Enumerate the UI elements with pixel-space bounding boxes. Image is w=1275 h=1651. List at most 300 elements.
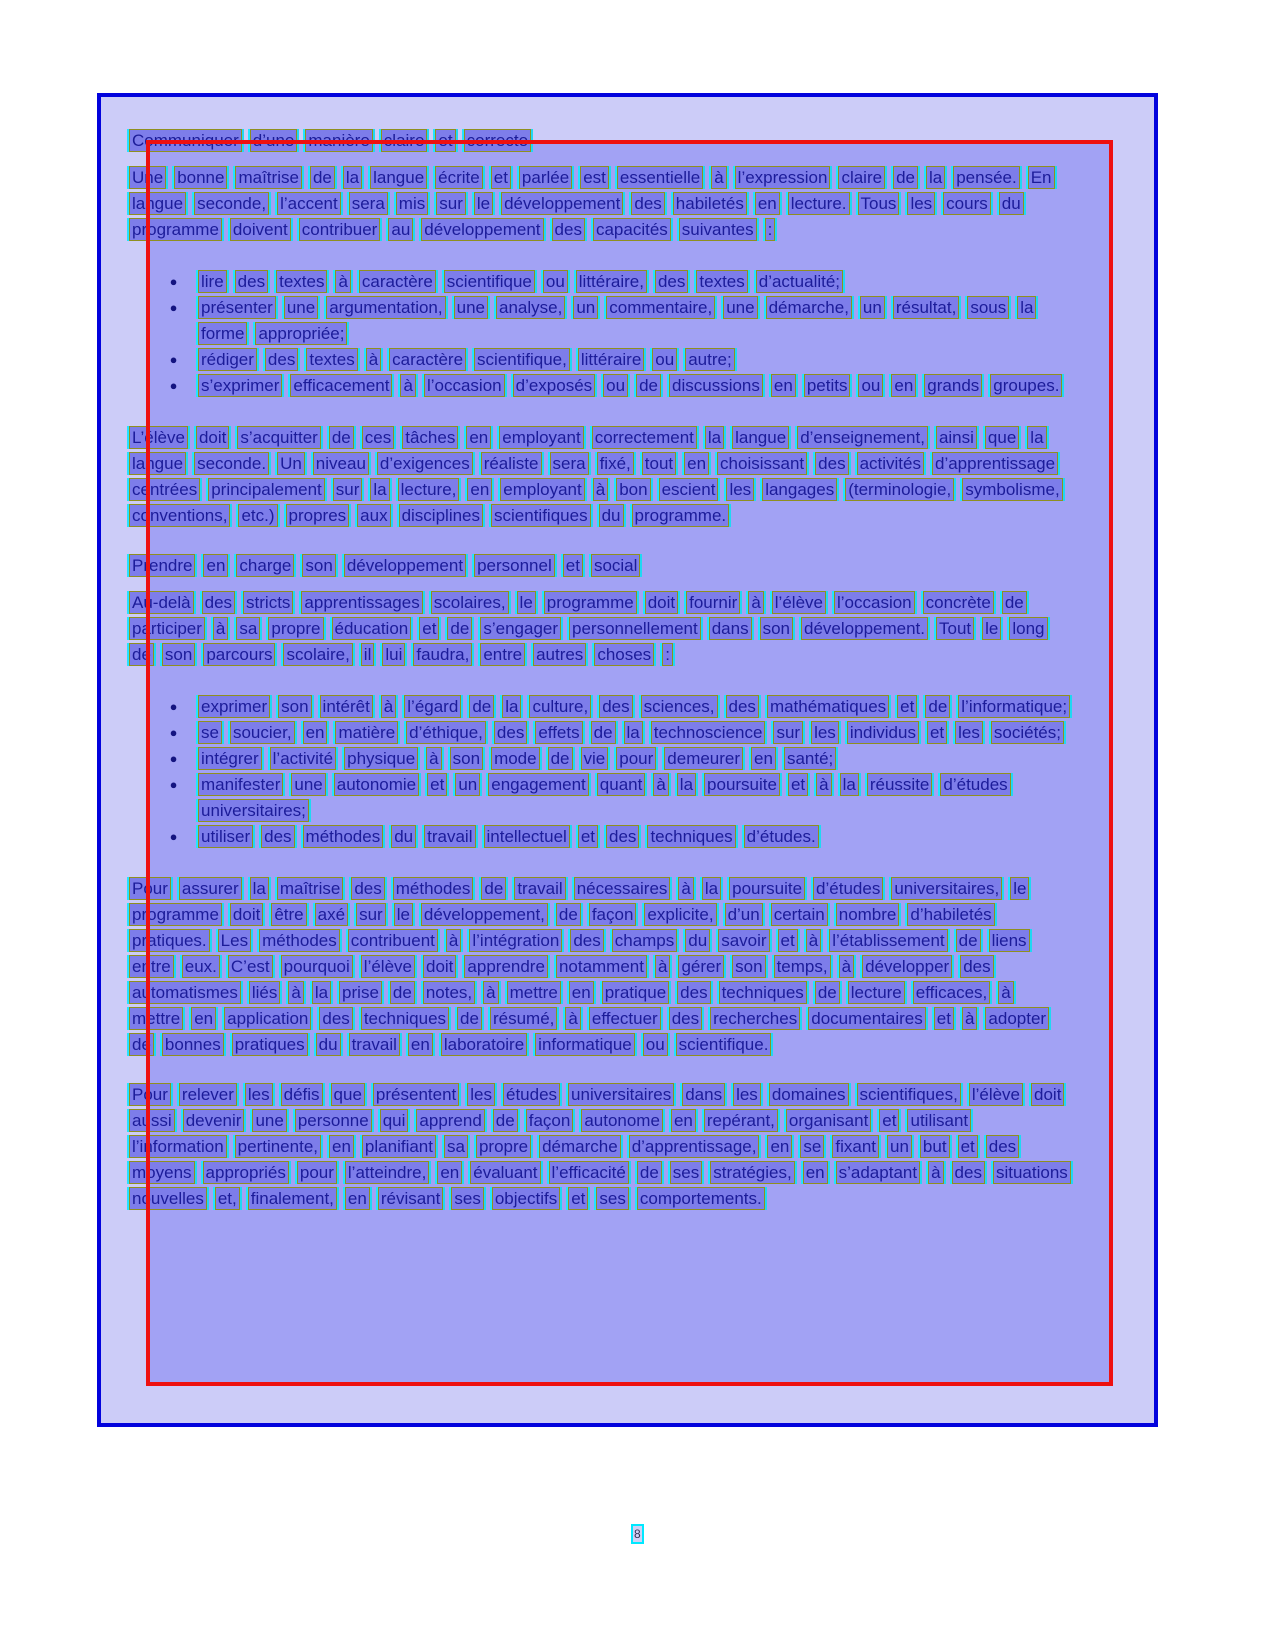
word-box: la — [840, 773, 859, 796]
word-box: écrite — [435, 166, 483, 189]
word-box: engagement — [488, 773, 589, 796]
word-box: nombre — [836, 903, 900, 926]
word-box: niveau — [313, 452, 369, 475]
document-content — [127, 128, 1079, 1236]
word-box: un — [887, 1135, 912, 1158]
bullet-list — [127, 694, 1079, 850]
word-box: sa — [444, 1135, 468, 1158]
list-item-text — [196, 720, 1079, 746]
word-box: programme — [544, 591, 637, 614]
word-box: des — [669, 1007, 702, 1030]
word-box: pour — [297, 1161, 337, 1184]
word-box: fournir — [686, 591, 740, 614]
word-box: à — [655, 955, 670, 978]
word-box: à — [400, 374, 415, 397]
word-box: développement — [501, 192, 623, 215]
word-box: les — [245, 1083, 273, 1106]
word-box: et — [927, 721, 947, 744]
word-box: des — [552, 218, 585, 241]
word-box: des — [351, 877, 384, 900]
word-box: autres — [533, 643, 586, 666]
word-box: langages — [762, 478, 837, 501]
word-box: du — [316, 1033, 341, 1056]
word-box: discussions — [669, 374, 763, 397]
word-box: des — [655, 270, 688, 293]
word-box: développement — [421, 218, 543, 241]
word-box: réussite — [867, 773, 933, 796]
word-box: application — [224, 1007, 311, 1030]
word-box: poursuite — [704, 773, 780, 796]
word-box: conventions, — [129, 504, 230, 527]
word-box: doit — [230, 903, 263, 926]
word-box: Prendre — [129, 554, 195, 577]
word-box: employant — [500, 478, 584, 501]
bullet-icon: ● — [169, 725, 178, 740]
word-box: en — [771, 374, 796, 397]
word-box: appropriée; — [255, 322, 347, 345]
paragraph — [127, 165, 1079, 243]
word-box: parlée — [519, 166, 572, 189]
bullet-icon: ● — [169, 352, 178, 367]
word-box: textes — [276, 270, 327, 293]
word-box: essentielle — [617, 166, 703, 189]
word-box: nouvelles — [129, 1187, 207, 1210]
word-box: de — [481, 877, 506, 900]
word-box: seconde. — [194, 452, 269, 475]
word-box: intérêt — [320, 695, 373, 718]
word-box: centrées — [129, 478, 200, 501]
word-box: dans — [709, 617, 752, 640]
list-item — [127, 746, 1079, 772]
word-box: notes, — [423, 981, 475, 1004]
word-box: disciplines — [399, 504, 483, 527]
word-box: l’atteindre, — [345, 1161, 429, 1184]
word-box: méthodes — [393, 877, 474, 900]
word-box: ses — [670, 1161, 702, 1184]
word-box: concrète — [923, 591, 994, 614]
word-box: ou — [643, 1033, 668, 1056]
word-box: ou — [652, 348, 677, 371]
word-box: de — [310, 166, 335, 189]
word-box: que — [331, 1083, 365, 1106]
word-box: scientifique — [444, 270, 535, 293]
word-box: et — [419, 617, 439, 640]
word-box: l’informatique; — [958, 695, 1070, 718]
word-box: doit — [1031, 1083, 1064, 1106]
word-box: se — [198, 721, 222, 744]
word-box: sur — [436, 192, 466, 215]
word-box: de — [457, 1007, 482, 1030]
word-box: individus — [847, 721, 919, 744]
word-box: travail — [424, 825, 475, 848]
word-box: son — [302, 554, 335, 577]
word-box: doit — [645, 591, 678, 614]
word-box: en — [671, 1109, 696, 1132]
word-box: s’adaptant — [836, 1161, 920, 1184]
word-box: maîtrise — [235, 166, 301, 189]
word-box: développement — [344, 554, 466, 577]
word-box: laboratoire — [441, 1033, 527, 1056]
word-box: sur — [333, 478, 363, 501]
word-box: être — [271, 903, 306, 926]
word-box: méthodes — [259, 929, 340, 952]
word-box: comportements. — [637, 1187, 765, 1210]
word-box: développement. — [801, 617, 928, 640]
word-box: l’élève — [772, 591, 826, 614]
word-box: en — [569, 981, 594, 1004]
word-box: à — [366, 348, 381, 371]
word-box: : — [765, 218, 776, 241]
word-box: à — [711, 166, 726, 189]
word-box: et — [897, 695, 917, 718]
word-box: de — [129, 643, 154, 666]
word-box: soucier, — [230, 721, 295, 744]
word-box: de — [548, 747, 573, 770]
word-box: effectuer — [589, 1007, 661, 1030]
word-box: employant — [499, 426, 583, 449]
word-box: des — [960, 955, 993, 978]
word-box: documentaires — [808, 1007, 926, 1030]
word-box: des — [952, 1161, 985, 1184]
word-box: de — [556, 903, 581, 926]
word-box: en — [767, 1135, 792, 1158]
word-box: parcours — [203, 643, 275, 666]
word-box: réaliste — [481, 452, 542, 475]
word-box: mettre — [129, 1007, 183, 1030]
word-box: objectifs — [492, 1187, 560, 1210]
bullet-icon: ● — [169, 751, 178, 766]
word-box: des — [494, 721, 527, 744]
word-box: des — [202, 591, 235, 614]
word-box: sciences, — [641, 695, 718, 718]
word-box: et — [568, 1187, 588, 1210]
list-item-text — [196, 269, 1079, 295]
word-box: à — [381, 695, 396, 718]
word-box: en — [891, 374, 916, 397]
word-box: l’activité — [270, 747, 336, 770]
word-box: l’information — [129, 1135, 227, 1158]
word-box: la — [370, 478, 389, 501]
word-box: finalement, — [248, 1187, 337, 1210]
word-box: une — [291, 773, 325, 796]
bullet-icon: ● — [169, 300, 178, 315]
word-box: entre — [129, 955, 174, 978]
word-box: de — [637, 1161, 662, 1184]
word-box: à — [839, 955, 854, 978]
word-box: universitaires — [568, 1083, 674, 1106]
word-box: présenter — [198, 296, 276, 319]
word-box: fixant — [832, 1135, 879, 1158]
word-box: sera — [550, 452, 589, 475]
word-box: ou — [858, 374, 883, 397]
word-box: certain — [771, 903, 828, 926]
word-box: développer — [862, 955, 952, 978]
word-box: Tous — [858, 192, 900, 215]
word-box: une — [284, 296, 318, 319]
word-box: en — [437, 1161, 462, 1184]
word-box: développement, — [421, 903, 548, 926]
word-box: caractère — [359, 270, 436, 293]
list-item-text — [196, 295, 1079, 347]
word-box: un — [573, 296, 598, 319]
word-box: à — [816, 773, 831, 796]
word-box: textes — [696, 270, 747, 293]
word-box: En — [1028, 166, 1055, 189]
word-box: bonne — [174, 166, 227, 189]
word-box: et, — [215, 1187, 240, 1210]
word-box: Une — [129, 166, 166, 189]
word-box: pratiques. — [129, 929, 210, 952]
word-box: et — [435, 129, 455, 152]
word-box: temps, — [774, 955, 831, 978]
word-box: des — [570, 929, 603, 952]
word-box: les — [726, 478, 754, 501]
word-box: d’études. — [744, 825, 819, 848]
word-box: du — [391, 825, 416, 848]
word-box: liés — [249, 981, 281, 1004]
word-box: qui — [380, 1109, 409, 1132]
word-box: à — [565, 1007, 580, 1030]
word-box: organisant — [786, 1109, 871, 1132]
word-box: de — [469, 695, 494, 718]
word-box: en — [329, 1135, 354, 1158]
word-box: à — [748, 591, 763, 614]
word-box: en — [303, 721, 328, 744]
paragraph — [127, 1082, 1079, 1212]
word-box: planifiant — [362, 1135, 436, 1158]
word-box: à — [678, 877, 693, 900]
word-box: la — [677, 773, 696, 796]
word-box: en — [467, 478, 492, 501]
word-box: la — [250, 877, 269, 900]
word-box: sous — [967, 296, 1009, 319]
word-box: lire — [198, 270, 227, 293]
word-box: textes — [306, 348, 357, 371]
word-box: efficacement — [290, 374, 392, 397]
word-box: bonnes — [162, 1033, 224, 1056]
word-box: d’exposés — [513, 374, 596, 397]
word-box: son — [278, 695, 311, 718]
word-box: des — [631, 192, 664, 215]
section-heading — [127, 553, 1079, 579]
word-box: sera — [349, 192, 388, 215]
word-box: des — [986, 1135, 1019, 1158]
word-box: grands — [924, 374, 982, 397]
word-box: Un — [277, 452, 305, 475]
word-box: eux. — [182, 955, 220, 978]
word-box: pertinente, — [235, 1135, 321, 1158]
word-box: etc.) — [238, 504, 277, 527]
word-box: l’occasion — [424, 374, 505, 397]
word-box: des — [319, 1007, 352, 1030]
word-box: propre — [476, 1135, 531, 1158]
word-box: Tout — [936, 617, 974, 640]
word-box: en — [203, 554, 228, 577]
word-box: vie — [581, 747, 609, 770]
word-box: autonomie — [334, 773, 419, 796]
word-box: à — [653, 773, 668, 796]
word-box: dans — [682, 1083, 725, 1106]
word-box: mode — [491, 747, 540, 770]
word-box: du — [685, 929, 710, 952]
word-box: d’apprentissage, — [629, 1135, 760, 1158]
word-box: Pour — [129, 1083, 171, 1106]
word-box: littéraire — [578, 348, 644, 371]
word-box: du — [999, 192, 1024, 215]
word-box: notamment — [556, 955, 647, 978]
word-box: apprentissages — [301, 591, 422, 614]
word-box: d’une — [250, 129, 298, 152]
word-box: commentaire, — [606, 296, 715, 319]
word-box: sur — [773, 721, 803, 744]
word-box: autre; — [685, 348, 734, 371]
word-box: ces — [362, 426, 394, 449]
word-box: recherches — [710, 1007, 800, 1030]
word-box: apprend — [416, 1109, 484, 1132]
word-box: d’apprentissage — [932, 452, 1058, 475]
word-box: suivantes — [679, 218, 757, 241]
word-box: et — [958, 1135, 978, 1158]
word-box: d’études — [813, 877, 883, 900]
word-box: des — [815, 452, 848, 475]
word-box: le — [1010, 877, 1029, 900]
word-box: pratique — [602, 981, 669, 1004]
word-box: lui — [382, 643, 405, 666]
word-box: claire — [838, 166, 885, 189]
word-box: de — [493, 1109, 518, 1132]
word-box: moyens — [129, 1161, 195, 1184]
word-box: doit — [423, 955, 456, 978]
word-box: exprimer — [198, 695, 270, 718]
word-box: de — [129, 1033, 154, 1056]
word-box: programme — [129, 218, 222, 241]
word-box: culture, — [529, 695, 591, 718]
word-box: ou — [603, 374, 628, 397]
word-box: à — [806, 929, 821, 952]
word-box: pour — [616, 747, 656, 770]
word-box: prise — [339, 981, 382, 1004]
word-box: lecture. — [788, 192, 850, 215]
word-box: but — [920, 1135, 950, 1158]
page-number: 8 — [631, 1524, 644, 1544]
word-box: manifester — [198, 773, 283, 796]
word-box: aussi — [129, 1109, 175, 1132]
paragraph — [127, 590, 1079, 668]
word-box: en — [684, 452, 709, 475]
bullet-list — [127, 269, 1079, 399]
word-box: demeurer — [664, 747, 743, 770]
word-box: capacités — [593, 218, 671, 241]
word-box: travail — [514, 877, 565, 900]
word-box: et — [778, 929, 798, 952]
word-box: à — [288, 981, 303, 1004]
word-box: assurer — [179, 877, 242, 900]
word-box: à — [426, 747, 441, 770]
word-box: langue — [732, 426, 789, 449]
word-box: d’enseignement, — [797, 426, 928, 449]
word-box: Au-delà — [129, 591, 194, 614]
word-box: scientifique. — [676, 1033, 772, 1056]
word-box: intégrer — [198, 747, 262, 770]
word-box: utilisant — [907, 1109, 971, 1132]
word-box: présentent — [373, 1083, 459, 1106]
word-box: effets — [535, 721, 582, 744]
list-item — [127, 347, 1079, 373]
word-box: petits — [804, 374, 851, 397]
list-item — [127, 824, 1079, 850]
word-box: s’exprimer — [198, 374, 282, 397]
word-box: L’élève — [129, 426, 188, 449]
word-box: savoir — [718, 929, 769, 952]
word-box: correcte — [464, 129, 531, 152]
list-item — [127, 694, 1079, 720]
word-box: d’habiletés — [907, 903, 994, 926]
word-box: et — [491, 166, 511, 189]
word-box: stratégies, — [710, 1161, 794, 1184]
word-box: physique — [344, 747, 418, 770]
word-box: claire — [381, 129, 428, 152]
word-box: personne — [295, 1109, 372, 1132]
word-box: mettre — [507, 981, 561, 1004]
word-box: programme. — [632, 504, 730, 527]
word-box: matière — [335, 721, 398, 744]
word-box: explicite, — [644, 903, 716, 926]
word-box: entre — [480, 643, 525, 666]
bullet-icon: ● — [169, 829, 178, 844]
word-box: de — [1002, 591, 1027, 614]
word-box: langue — [129, 192, 186, 215]
word-box: la — [624, 721, 643, 744]
word-box: l’élève — [969, 1083, 1023, 1106]
word-box: des — [606, 825, 639, 848]
word-box: des — [726, 695, 759, 718]
word-box: et — [563, 554, 583, 577]
word-box: tâches — [402, 426, 458, 449]
word-box: analyse, — [496, 296, 565, 319]
word-box: les — [467, 1083, 495, 1106]
word-box: rédiger — [198, 348, 257, 371]
paragraph — [127, 876, 1079, 1058]
word-box: études — [503, 1083, 560, 1106]
word-box: fixé, — [597, 452, 634, 475]
word-box: contribuent — [348, 929, 438, 952]
word-box: lecture, — [398, 478, 460, 501]
bullet-icon: ● — [169, 699, 178, 714]
word-box: informatique — [535, 1033, 635, 1056]
word-box: contribuer — [299, 218, 381, 241]
word-box: la — [926, 166, 945, 189]
section-heading — [127, 128, 1079, 154]
word-box: des — [599, 695, 632, 718]
word-box: évaluant — [470, 1161, 540, 1184]
word-box: à — [962, 1007, 977, 1030]
word-box: façon — [526, 1109, 574, 1132]
word-box: de — [893, 166, 918, 189]
word-box: mathématiques — [767, 695, 889, 718]
word-box: pourquoi — [281, 955, 353, 978]
word-box: défis — [281, 1083, 323, 1106]
word-box: à — [335, 270, 350, 293]
list-item-text — [196, 347, 1079, 373]
word-box: scolaire, — [283, 643, 352, 666]
word-box: pensée. — [953, 166, 1020, 189]
word-box: habiletés — [673, 192, 747, 215]
word-box: au — [388, 218, 413, 241]
word-box: Pour — [129, 877, 171, 900]
word-box: en — [345, 1187, 370, 1210]
word-box: à — [213, 617, 228, 640]
word-box: faudra, — [413, 643, 472, 666]
